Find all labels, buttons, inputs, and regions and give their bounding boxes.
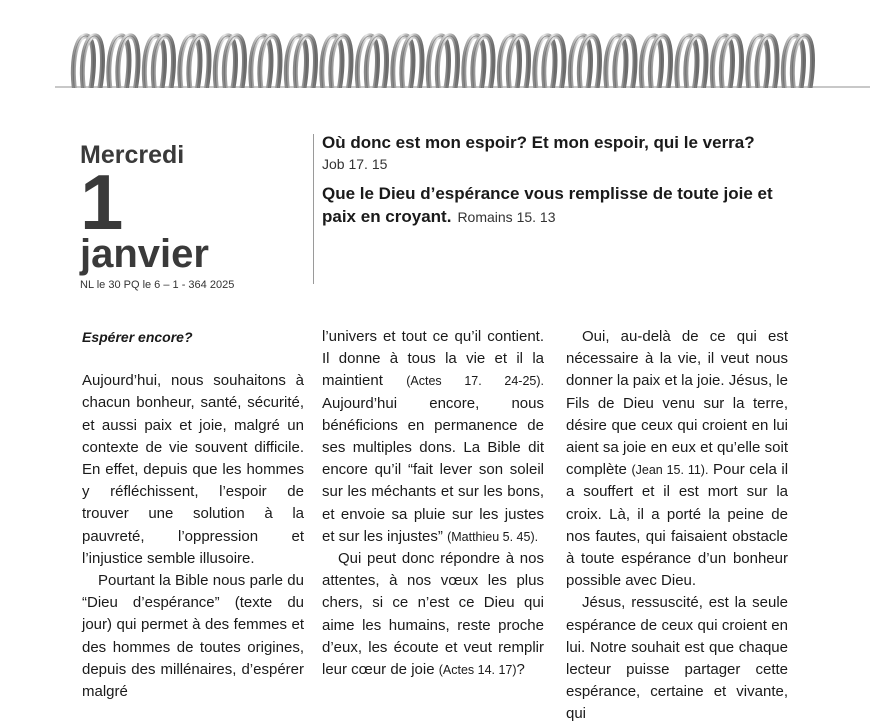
col1-paragraph-1: Aujourd’hui, nous souhaitons à chacun bonheur, santé, sécurité, et aussi paix et joie, malgré un contexte de vie souvent difficile. En effet, depuis que les hommes y réfléchissent, l’espoir de trouver une solution à la pauvreté, l’oppression et l’injustice semble illusoire. [82, 372, 304, 567]
verse-2-text: Que le Dieu d’espérance vous remplisse de toute joie et paix en croyant. [322, 184, 773, 226]
article-title: Espérer encore? [82, 329, 193, 345]
verses-block [322, 132, 792, 228]
col2-ref-2: (Matthieu 5. 45). [447, 529, 539, 544]
article-column-2 [322, 326, 544, 681]
col2-ref-1: (Actes 17. 24-25). [406, 374, 544, 389]
article-column-1 [82, 326, 304, 703]
article-column-3 [566, 326, 788, 726]
col3-text-a: Oui, au-delà de ce qui est nécessaire à la vie, il veut nous donner la paix et la joie. Jésus, le Fils de Dieu venu sur la terre, désire que ceux qui croient en lui aient sa joie en eux et qu’elle soit complète [566, 328, 788, 479]
col3-paragraph-1 [566, 326, 788, 592]
col1-paragraph-2: Pourtant la Bible nous parle du “Dieu d’espérance” (texte du jour) qui permet à des femmes et des hommes de toutes origines, depuis des millénaires, d’espérer malgré [82, 572, 304, 701]
weekday: Mercredi [80, 141, 185, 169]
day-number: 1 [80, 158, 124, 246]
col3-ref-1: (Jean 15. 11). [631, 463, 709, 478]
col2-end: ? [516, 661, 525, 679]
col2-paragraph-1 [322, 326, 544, 548]
col2-paragraph-2 [322, 548, 544, 681]
header-divider [313, 134, 314, 284]
calendar-meta: NL le 30 PQ le 6 – 1 - 364 2025 [80, 279, 235, 291]
date-block [80, 140, 310, 292]
verse-2 [322, 182, 792, 228]
col2-text-b: Aujourd’hui encore, nous bénéficions en permanence de ses multiples dons. La Bible dit encore qu’il “fait lever son soleil sur les méchants et sur les bons, et envoie sa pluie sur les justes et sur les injustes” [322, 394, 544, 545]
col2-ref-3: (Actes 14. 17) [438, 663, 517, 678]
col3-text-b: Pour cela il a souffert et il est mort sur la croix. Là, il a porté la peine de nos fautes, qui faisaient obstacle à toute espérance d’un bonheur possible avec Dieu. [566, 461, 789, 590]
verse-1-ref: Job 17. 15 [322, 156, 388, 172]
col2-text-a: l’univers et tout ce qu’il contient. Il donne à tous la vie et il la maintient [322, 328, 544, 390]
verse-2-ref: Romains 15. 13 [457, 209, 556, 225]
col3-paragraph-2: Jésus, ressuscité, est la seule espérance de ceux qui croient en lui. Notre souhait est que chaque lecteur puisse partager cette espérance, certaine et vivante, qui [566, 594, 788, 723]
col2-text-c: Qui peut donc répondre à nos attentes, à nos vœux les plus chers, si ce n’est ce Dieu qui aime les humains, reste proche d’eux, les écoute et veut remplir leur cœur de joie [322, 550, 544, 679]
month: janvier [80, 232, 209, 276]
verse-1: Où donc est mon espoir? Et mon espoir, qui le verra? [322, 133, 755, 152]
